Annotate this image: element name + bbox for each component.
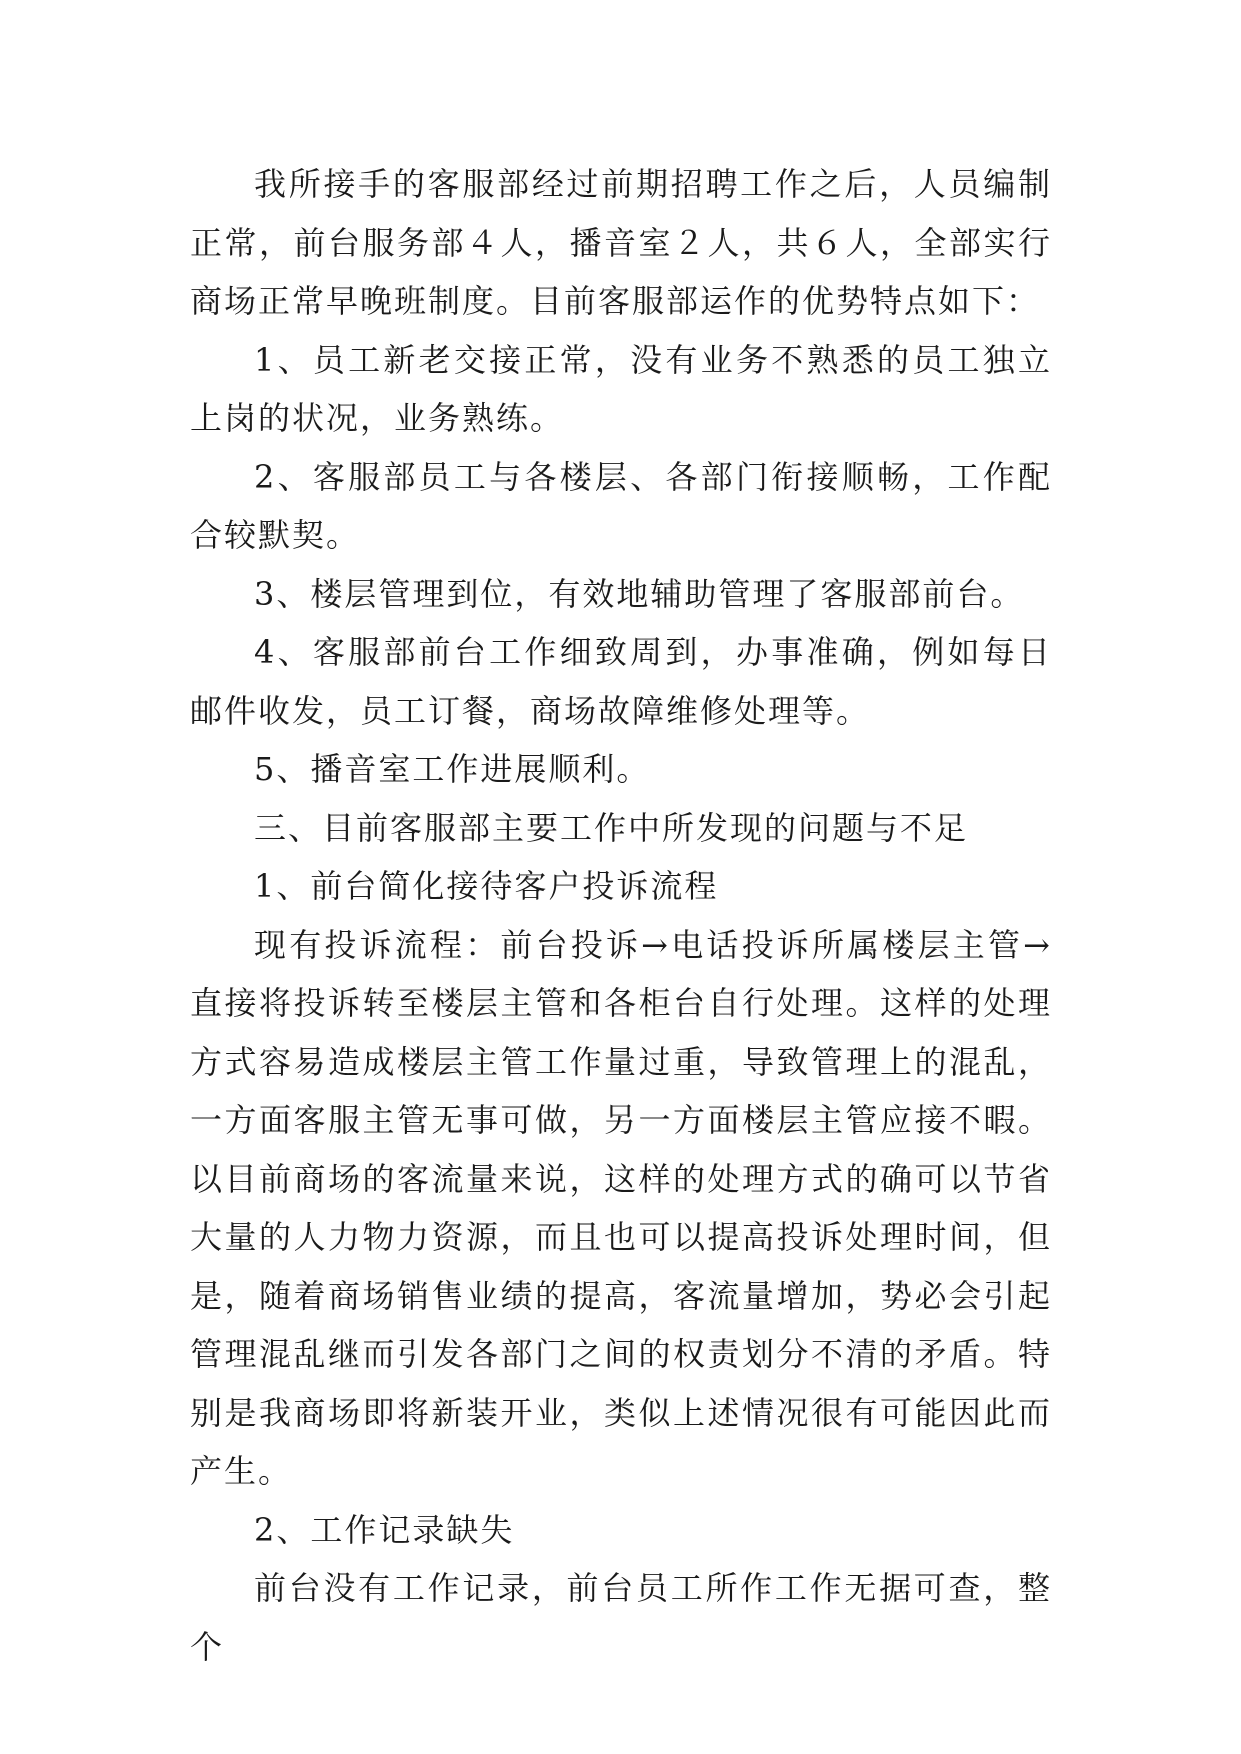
paragraph-item-4: 4、客服部前台工作细致周到，办事准确，例如每日邮件收发，员工订餐，商场故障维修处理等。 [190, 633, 1052, 730]
section-heading-3: 三、目前客服部主要工作中所发现的问题与不足 [254, 808, 969, 847]
paragraph-item-1: 1、员工新老交接正常，没有业务不熟悉的员工独立上岗的状况，业务熟练。 [190, 340, 1052, 437]
paragraph-item-2: 2、客服部员工与各楼层、各部门衔接顺畅，工作配合较默契。 [190, 457, 1052, 554]
paragraph-item-3: 3、楼层管理到位，有效地辅助管理了客服部前台。 [254, 574, 1025, 613]
paragraph-work-records: 前台没有工作记录，前台员工所作工作无据可查，整个 [190, 1569, 1052, 1666]
subheading-1: 1、前台简化接待客户投诉流程 [254, 867, 719, 905]
subheading-2: 2、工作记录缺失 [254, 1510, 515, 1549]
paragraph-intro: 我所接手的客服部经过前期招聘工作之后，人员编制正常，前台服务部４人，播音室２人，共６人，全部实行商场正常早晚班制度。目前客服部运作的优势特点如下： [190, 165, 1052, 320]
paragraph-complaint-process: 现有投诉流程：前台投诉→电话投诉所属楼层主管→直接将投诉转至楼层主管和各柜台自行处理。这样的处理方式容易造成楼层主管工作量过重，导致管理上的混乱，一方面客服主管无事可做，另一方面楼层主管应接不暇。以目前商场的客流量来说，这样的处理方式的确可以节省大量的人力物力资源，而且也可以提高投诉处理时间，但是，随着商场销售业绩的提高，客流量增加，势必会引起管理混乱继而引发各部门之间的权责划分不清的矛盾。特别是我商场即将新装开业，类似上述情况很有可能因此而产生。 [190, 925, 1052, 1490]
document-body [190, 155, 1052, 1676]
paragraph-item-5: 5、播音室工作进展顺利。 [254, 750, 651, 788]
